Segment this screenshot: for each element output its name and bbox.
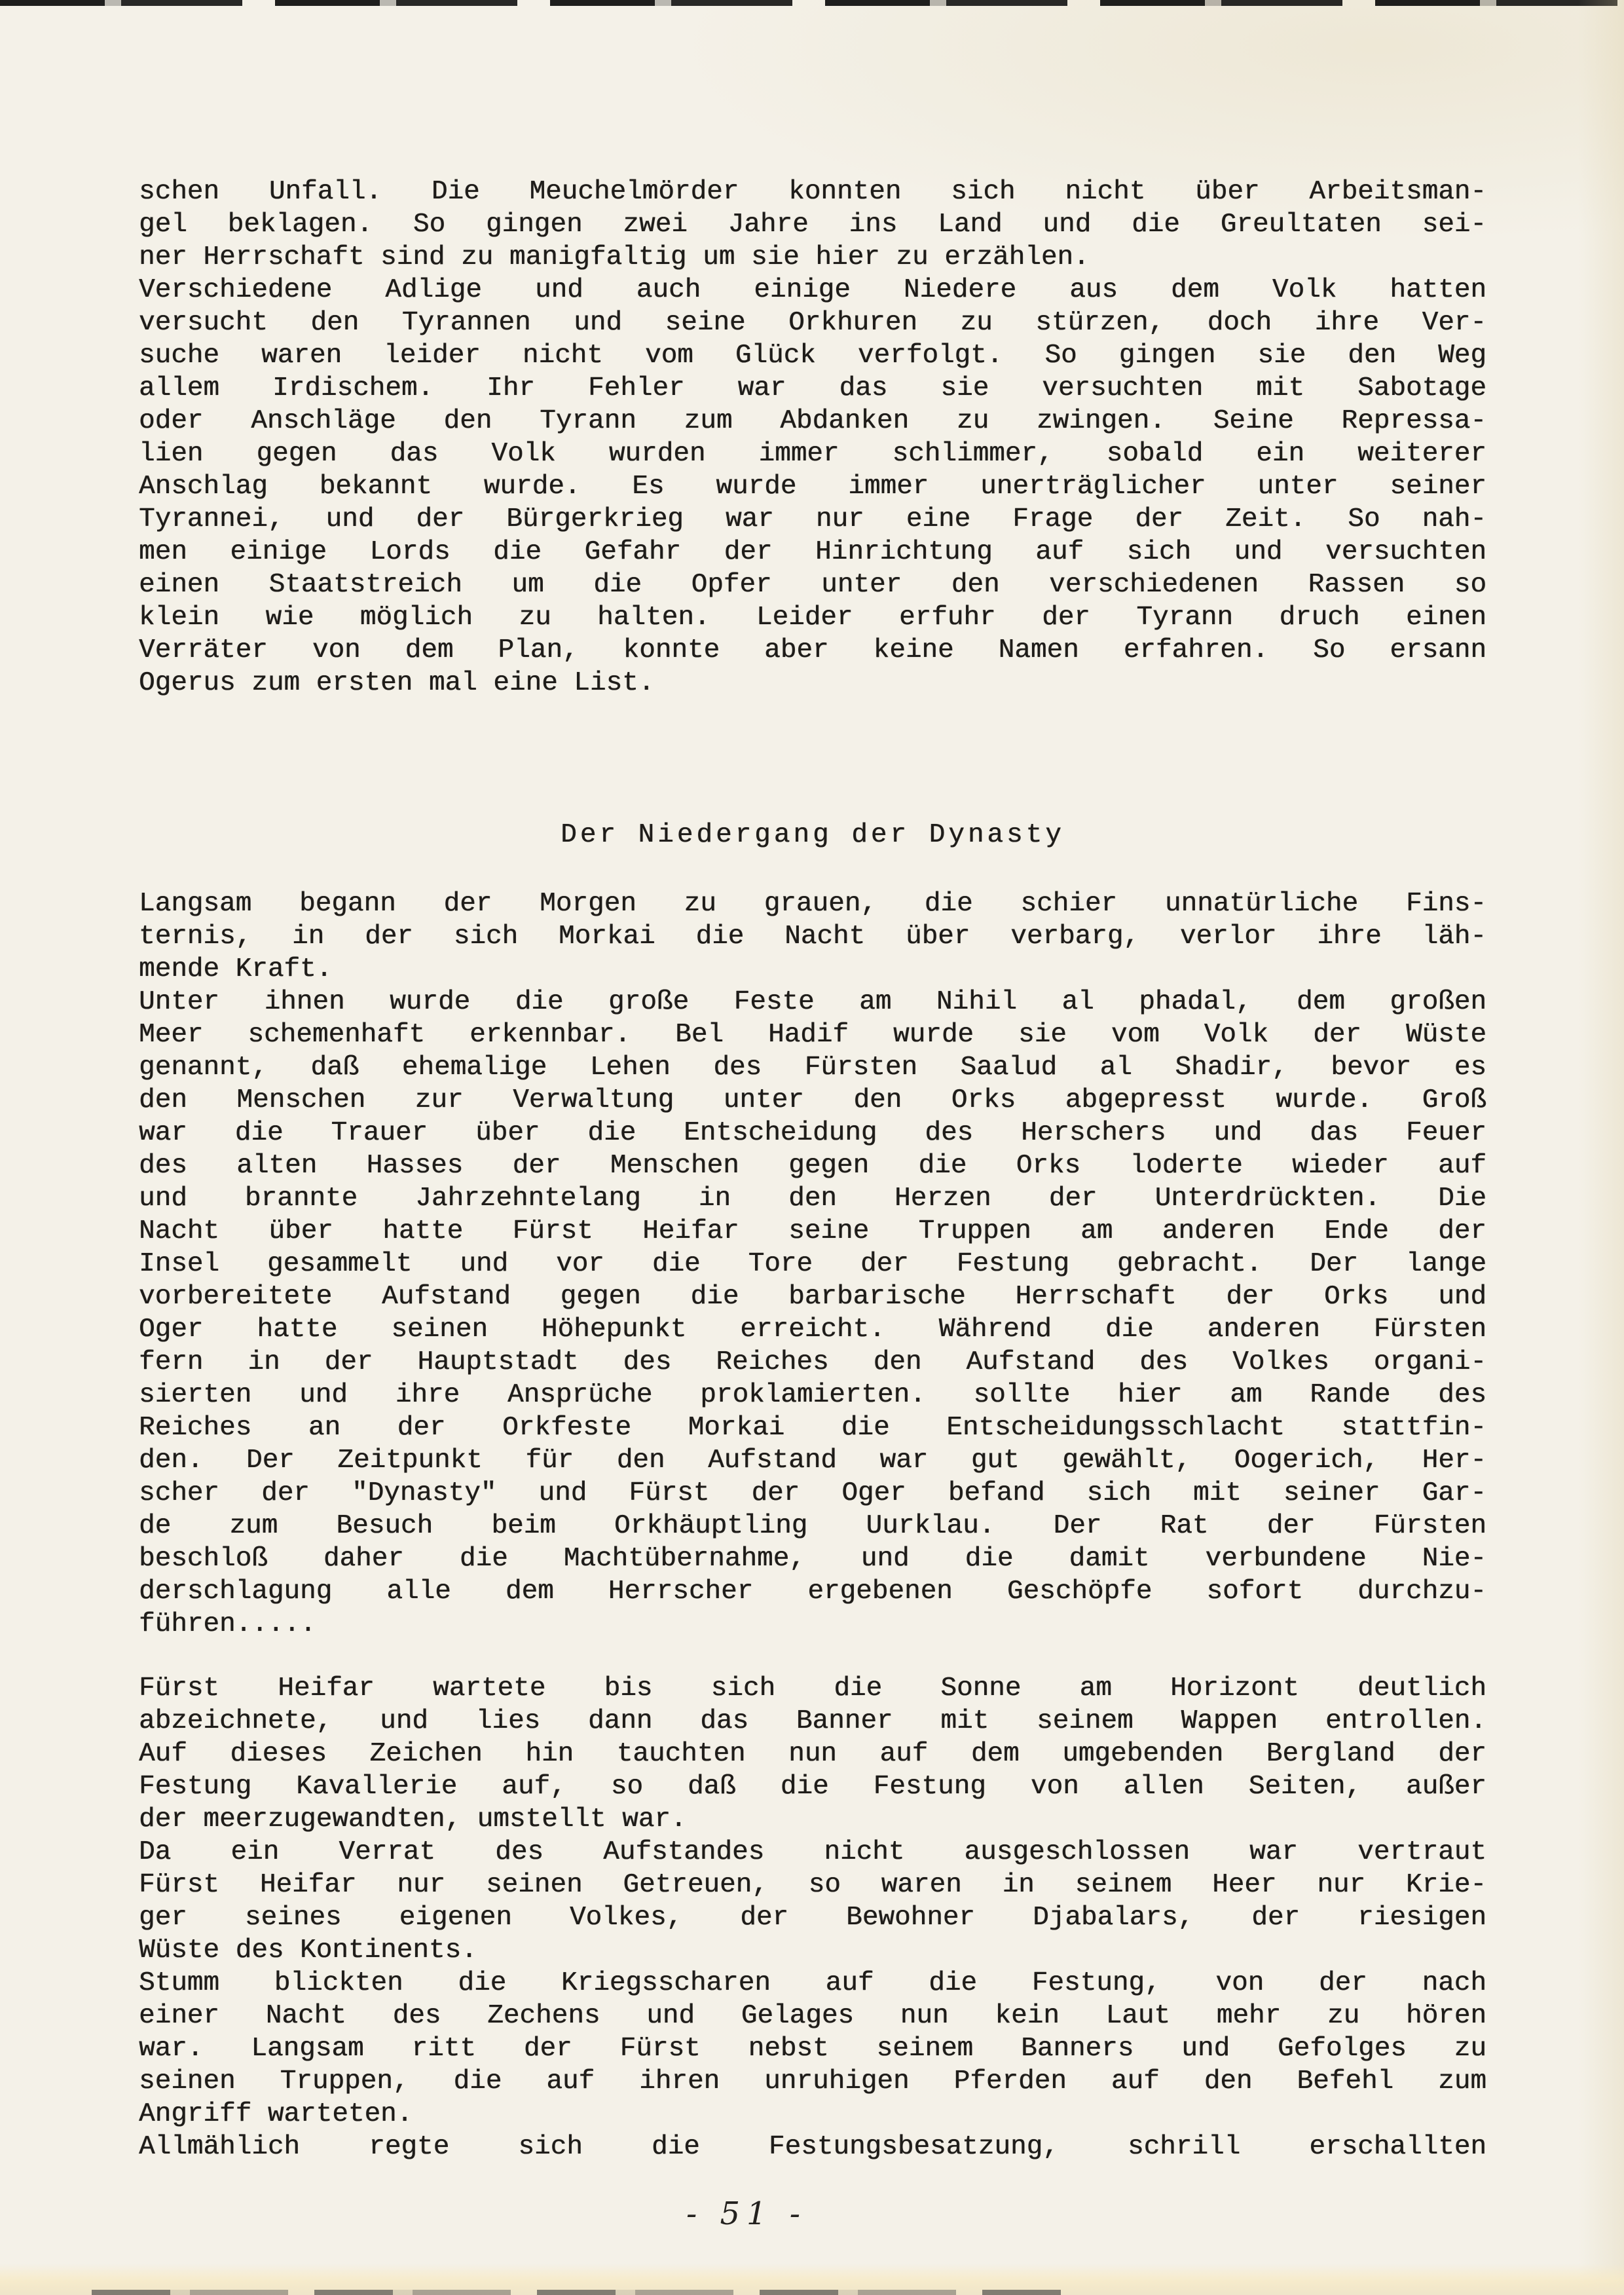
text-line: oder Anschläge den Tyrann zum Abdanken zu zwingen. Seine Repressa- [139, 406, 1486, 436]
text-line: gel beklagen. So gingen zwei Jahre ins Land und die Greultaten sei- [139, 210, 1486, 240]
text-line: Tyrannei, und der Bürgerkrieg war nur eine Frage der Zeit. So nah- [139, 504, 1486, 534]
text-line: abzeichnete, und lies dann das Banner mit seinem Wappen entrollen. [139, 1706, 1486, 1736]
text-line: Langsam begann der Morgen zu grauen, die schier unnatürliche Fins- [139, 889, 1486, 919]
text-line: Verräter von dem Plan, konnte aber keine Namen erfahren. So ersann [139, 635, 1486, 665]
text-line: Fürst Heifar nur seinen Getreuen, so waren in seinem Heer nur Krie- [139, 1870, 1486, 1900]
text-line: derschlagung alle dem Herrscher ergebenen Geschöpfe sofort durchzu- [139, 1577, 1486, 1607]
text-line: Da ein Verrat des Aufstandes nicht ausgeschlossen war vertraut [139, 1837, 1486, 1867]
text-line: Verschiedene Adlige und auch einige Niedere aus dem Volk hatten [139, 275, 1486, 305]
text-line: klein wie möglich zu halten. Leider erfuhr der Tyrann druch einen [139, 603, 1486, 633]
text-line: Meer schemenhaft erkennbar. Bel Hadif wurde sie vom Volk der Wüste [139, 1020, 1486, 1050]
text-line: einer Nacht des Zechens und Gelages nun kein Laut mehr zu hören [139, 2001, 1486, 2031]
text-line: und brannte Jahrzehntelang in den Herzen der Unterdrückten. Die [139, 1184, 1486, 1214]
text-line: Wüste des Kontinents. [139, 1935, 477, 1966]
paragraph [139, 887, 1486, 1641]
text-line: scher der "Dynasty" und Fürst der Oger befand sich mit seiner Gar- [139, 1478, 1486, 1508]
text-line: fern in der Hauptstadt des Reiches den Aufstand des Volkes organi- [139, 1347, 1486, 1377]
scan-artifact-bottom-edge [92, 2290, 1061, 2295]
text-line: schen Unfall. Die Meuchelmörder konnten sich nicht über Arbeitsman- [139, 177, 1486, 207]
text-line: de zum Besuch beim Orkhäuptling Uurklau. Der Rat der Fürsten [139, 1511, 1486, 1541]
text-line: allem Irdischem. Ihr Fehler war das sie versuchten mit Sabotage [139, 373, 1486, 403]
text-line: ger seines eigenen Volkes, der Bewohner Djabalars, der riesigen [139, 1903, 1486, 1933]
text-block [139, 176, 1486, 2163]
text-line: beschloß daher die Machtübernahme, und die damit verbundene Nie- [139, 1544, 1486, 1574]
text-line: Oger hatte seinen Höhepunkt erreicht. Während die anderen Fürsten [139, 1315, 1486, 1345]
text-line: mende Kraft. [139, 954, 333, 984]
text-line: Festung Kavallerie auf, so daß die Festung von allen Seiten, außer [139, 1772, 1486, 1802]
text-line: men einige Lords die Gefahr der Hinrichtung auf sich und versuchten [139, 537, 1486, 567]
text-line: Insel gesammelt und vor die Tore der Festung gebracht. Der lange [139, 1249, 1486, 1279]
text-line: der meerzugewandten, umstellt war. [139, 1804, 687, 1835]
paragraph [139, 176, 1486, 700]
text-line: ner Herrschaft sind zu manigfaltig um sie hier zu erzählen. [139, 242, 1090, 272]
text-line: den. Der Zeitpunkt für den Aufstand war gut gewählt, Oogerich, Her- [139, 1446, 1486, 1476]
section-heading: Der Niedergang der Dynasty [561, 820, 1065, 850]
text-line: Ogerus zum ersten mal eine List. [139, 668, 655, 698]
text-line: Nacht über hatte Fürst Heifar seine Truppen am anderen Ende der [139, 1216, 1486, 1246]
text-line: Angriff warteten. [139, 2099, 413, 2129]
paragraph [139, 1672, 1486, 2163]
page-number: - 51 - [686, 2195, 807, 2232]
scan-artifact-top-edge [0, 0, 1624, 6]
text-line: lien gegen das Volk wurden immer schlimmer, sobald ein weiterer [139, 439, 1486, 469]
text-line: war. Langsam ritt der Fürst nebst seinem Banners und Gefolges zu [139, 2034, 1486, 2064]
text-line: den Menschen zur Verwaltung unter den Orks abgepresst wurde. Groß [139, 1085, 1486, 1115]
scan-artifact-right-edge [1578, 0, 1624, 2295]
text-line: war die Trauer über die Entscheidung des Herschers und das Feuer [139, 1118, 1486, 1148]
text-line: suche waren leider nicht vom Glück verfolgt. So gingen sie den Weg [139, 341, 1486, 371]
text-line: ternis, in der sich Morkai die Nacht über verbarg, verlor ihre läh- [139, 922, 1486, 952]
text-line: Stumm blickten die Kriegsscharen auf die Festung, von der nach [139, 1968, 1486, 1998]
text-line: Fürst Heifar wartete bis sich die Sonne am Horizont deutlich [139, 1673, 1486, 1704]
text-line: Reiches an der Orkfeste Morkai die Entscheidungsschlacht stattfin- [139, 1413, 1486, 1443]
text-line: Unter ihnen wurde die große Feste am Nihil al phadal, dem großen [139, 987, 1486, 1017]
text-line: führen..... [139, 1609, 316, 1639]
text-line: Allmählich regte sich die Festungsbesatzung, schrill erschallten [139, 2132, 1486, 2162]
text-line: Anschlag bekannt wurde. Es wurde immer unerträglicher unter seiner [139, 472, 1486, 502]
text-line: seinen Truppen, die auf ihren unruhigen Pferden auf den Befehl zum [139, 2066, 1486, 2097]
text-line: sierten und ihre Ansprüche proklamierten. sollte hier am Rande des [139, 1380, 1486, 1410]
text-line: versucht den Tyrannen und seine Orkhuren zu stürzen, doch ihre Ver- [139, 308, 1486, 338]
text-line: Auf dieses Zeichen hin tauchten nun auf dem umgebenden Bergland der [139, 1739, 1486, 1769]
text-line: des alten Hasses der Menschen gegen die Orks loderte wieder auf [139, 1151, 1486, 1181]
text-line: vorbereitete Aufstand gegen die barbarische Herrschaft der Orks und [139, 1282, 1486, 1312]
text-line: einen Staatstreich um die Opfer unter den verschiedenen Rassen so [139, 570, 1486, 600]
text-line: genannt, daß ehemalige Lehen des Fürsten Saalud al Shadir, bevor es [139, 1053, 1486, 1083]
